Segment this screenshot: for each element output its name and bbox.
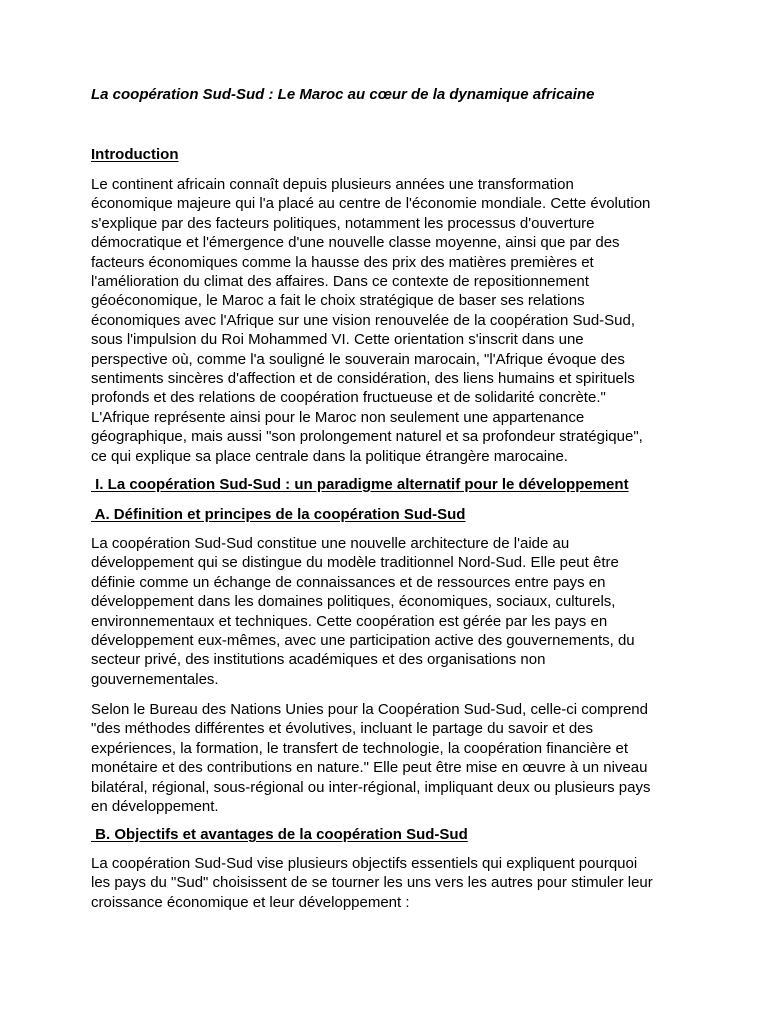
document-title: La coopération Sud-Sud : Le Maroc au cœur de la dynamique africaine: [91, 86, 595, 103]
paragraph-line: L'Afrique représente ainsi pour le Maroc non seulement une appartenance: [91, 408, 585, 426]
paragraph-line: perspective où, comme l'a souligné le souverain marocain, "l'Afrique évoque des: [91, 350, 625, 368]
section-1-heading: I. La coopération Sud-Sud : un paradigme alternatif pour le développement: [91, 476, 629, 493]
paragraph-line: gouvernementales.: [91, 670, 219, 688]
paragraph-line: Selon le Bureau des Nations Unies pour la Coopération Sud-Sud, celle-ci comprend: [91, 701, 648, 718]
paragraph-line: les pays du "Sud" choisissent de se tourner les uns vers les autres pour stimuler leur: [91, 874, 653, 892]
paragraph-line: bilatéral, régional, sous-régional ou inter-régional, impliquant deux ou plusieurs pays: [91, 778, 651, 796]
paragraph-line: développement eux-mêmes, avec une participation active des gouvernements, du: [91, 632, 635, 650]
section-1a-paragraph-1: [91, 534, 691, 689]
paragraph-line: croissance économique et leur développement :: [91, 893, 410, 911]
paragraph-line: "des méthodes différentes et évolutives, incluant le partage du savoir et des: [91, 720, 594, 738]
paragraph-line: s'explique par des facteurs politiques, notamment les processus d'ouverture: [91, 214, 595, 232]
paragraph-line: ce qui explique sa place centrale dans la politique étrangère marocaine.: [91, 447, 568, 465]
paragraph-line: démocratique et l'émergence d'une nouvelle classe moyenne, ainsi que par des: [91, 234, 620, 252]
paragraph-line: développement dans les domaines politiques, économiques, sociaux, culturels,: [91, 593, 616, 611]
paragraph-line: l'amélioration du climat des affaires. Dans ce contexte de repositionnement: [91, 273, 589, 291]
introduction-heading: Introduction: [91, 146, 179, 163]
paragraph-line: secteur privé, des institutions académiques et des organisations non: [91, 651, 546, 669]
paragraph-line: en développement.: [91, 798, 219, 816]
paragraph-line: économiques avec l'Afrique sur une vision renouvelée de la coopération Sud-Sud,: [91, 311, 636, 329]
paragraph-line: économique majeure qui l'a placé au centre de l'économie mondiale. Cette évolution: [91, 195, 651, 213]
paragraph-line: développement qui se distingue du modèle traditionnel Nord-Sud. Elle peut être: [91, 554, 619, 572]
section-1a-heading: A. Définition et principes de la coopération Sud-Sud: [91, 506, 466, 523]
paragraph-line: monétaire et des contributions en nature." Elle peut être mise en œuvre à un niveau: [91, 759, 648, 777]
paragraph-line: profonds et des relations de coopération fructueuse et de solidarité concrète.": [91, 389, 606, 407]
paragraph-line: La coopération Sud-Sud constitue une nouvelle architecture de l'aide au: [91, 535, 570, 552]
paragraph-line: définie comme un échange de connaissances et de ressources entre pays en: [91, 573, 606, 591]
paragraph-line: Le continent africain connaît depuis plusieurs années une transformation: [91, 176, 574, 193]
section-1a-paragraph-2: [91, 700, 691, 816]
paragraph-line: expériences, la formation, le transfert de technologie, la coopération financière et: [91, 739, 628, 757]
paragraph-line: environnementaux et techniques. Cette coopération est gérée par les pays en: [91, 612, 608, 630]
paragraph-line: facteurs économiques comme la hausse des prix des matières premières et: [91, 253, 594, 271]
paragraph-line: géoéconomique, le Maroc a fait le choix stratégique de baser ses relations: [91, 292, 585, 310]
paragraph-line: géographique, mais aussi "son prolongement naturel et sa profondeur stratégique",: [91, 428, 643, 446]
paragraph-line: sentiments sincères d'affection et de considération, des liens humains et spirituels: [91, 370, 635, 388]
section-1b-heading: B. Objectifs et avantages de la coopération Sud-Sud: [91, 826, 468, 843]
paragraph-line: sous l'impulsion du Roi Mohammed VI. Cette orientation s'inscrit dans une: [91, 331, 584, 349]
section-1b-paragraph-1: [91, 854, 691, 912]
paragraph-line: La coopération Sud-Sud vise plusieurs objectifs essentiels qui expliquent pourquoi: [91, 855, 638, 872]
introduction-paragraph: [91, 175, 691, 466]
